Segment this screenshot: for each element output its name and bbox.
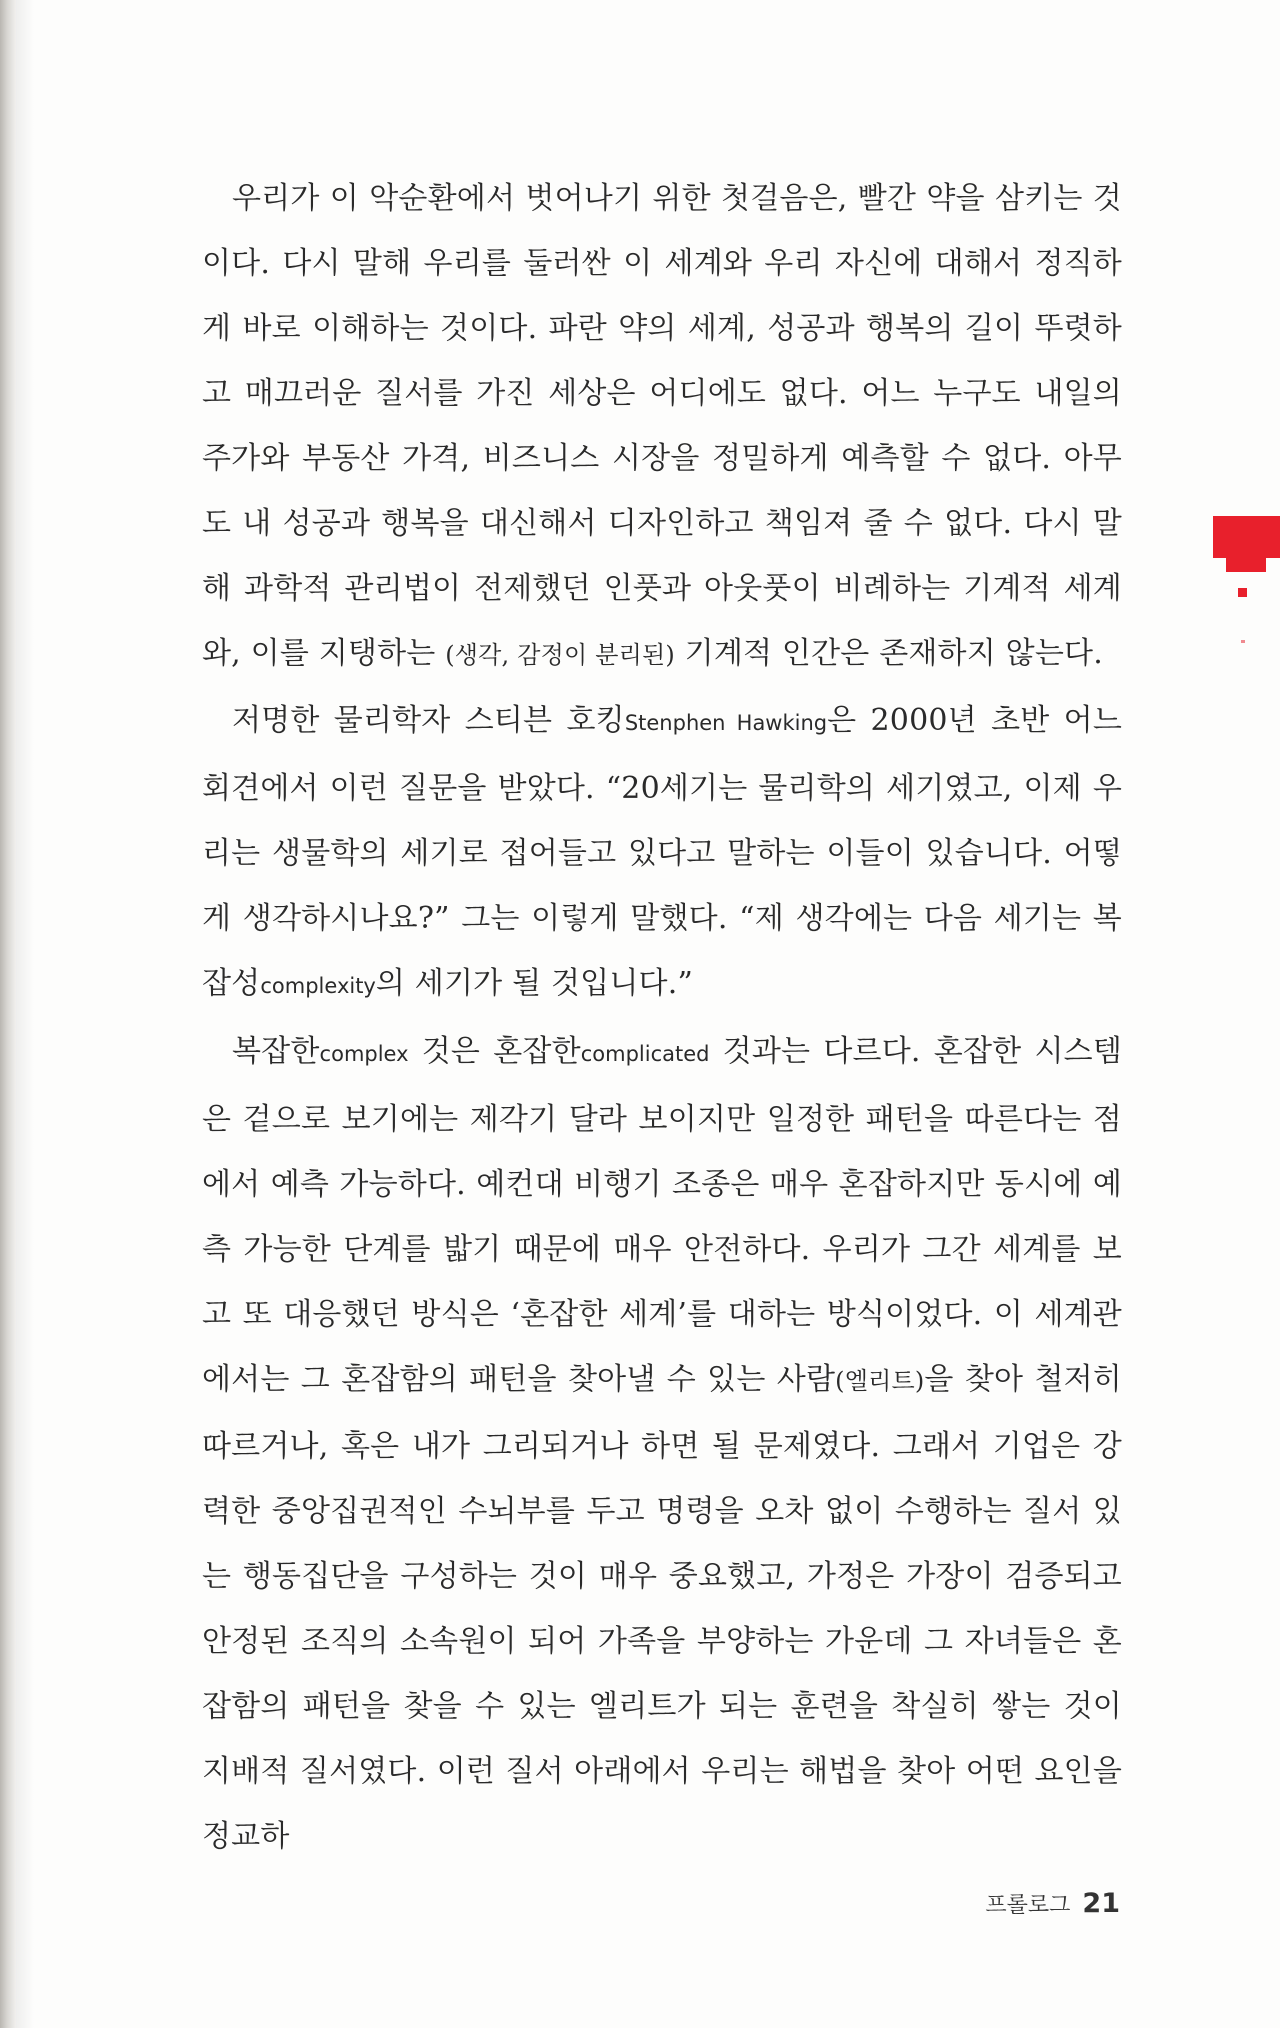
paragraph-1-text-b: 기계적 인간은 존재하지 않는다. (674, 636, 1103, 671)
paragraph-2 (202, 688, 1122, 1019)
paragraph-3-text-d: 을 찾아 철저히 따르거나, 혹은 내가 그리되거나 하면 될 문제였다. 그래서 기업은 강력한 중앙집권적인 수뇌부를 두고 명령을 오차 없이 수행하는 질서 있는 행동집단을 구성하는 것이 매우 중요했고, 가정은 가장이 검증되고 안정된 조직의 소속원이 되어 가족을 부양하는 가운데 그 자녀들은 혼잡함의 패턴을 찾을 수 있는 엘리트가 되는 훈련을 착실히 쌓는 것이 지배적 질서였다. 이런 질서 아래에서 우리는 해법을 찾아 어떤 요인을 정교하 (202, 1362, 1122, 1854)
paragraph-3-text-b: 것은 혼잡한 (408, 1034, 581, 1069)
body-text (202, 166, 1122, 1869)
paragraph-1 (202, 166, 1122, 688)
section-label: 프롤로그 (985, 1893, 1071, 1918)
chapter-tab-marker (1213, 516, 1280, 558)
paragraph-2-text-a: 저명한 물리학자 스티븐 호킹 (232, 703, 625, 738)
paragraph-3-text-a: 복잡한 (232, 1034, 320, 1069)
paragraph-2-text-c: 의 세기가 될 것입니다.” (375, 966, 693, 1001)
paragraph-3-text-c: 것과는 다르다. 혼잡한 시스템은 겉으로 보기에는 제각기 달라 보이지만 일정한 패턴을 따른다는 점에서 예측 가능하다. 예컨대 비행기 조종은 매우 혼잡하지만 동시에 예측 가능한 단계를 밟기 때문에 매우 안전하다. 우리가 그간 세계를 보고 또 대응했던 방식은 ‘혼잡한 세계’를 대하는 방식이었다. 이 세계관에서는 그 혼잡함의 패턴을 찾아낼 수 있는 사람 (202, 1034, 1122, 1397)
paragraph-3-parenthetical: (엘리트) (835, 1367, 925, 1395)
english-gloss-hawking: Stenphen Hawking (624, 711, 828, 735)
chapter-tab-speck (1241, 640, 1245, 643)
paragraph-1-text-a: 우리가 이 악순환에서 벗어나기 위한 첫걸음은, 빨간 약을 삼키는 것이다. 다시 말해 우리를 둘러싼 이 세계와 우리 자신에 대해서 정직하게 바로 이해하는 것이다. 파란 약의 세계, 성공과 행복의 길이 뚜렷하고 매끄러운 질서를 가진 세상은 어디에도 없다. 어느 누구도 내일의 주가와 부동산 가격, 비즈니스 시장을 정밀하게 예측할 수 없다. 아무도 내 성공과 행복을 대신해서 디자인하고 책임져 줄 수 없다. 다시 말해 과학적 관리법이 전제했던 인풋과 아웃풋이 비례하는 기계적 세계와, 이를 지탱하는 (202, 181, 1122, 671)
paragraph-2-text-b: 은 2000년 초반 어느 회견에서 이런 질문을 받았다. “20세기는 물리학의 세기였고, 이제 우리는 생물학의 세기로 접어들고 있다고 말하는 이들이 있습니다. 어떻게 생각하시나요?” 그는 이렇게 말했다. “제 생각에는 다음 세기는 복잡성 (202, 703, 1123, 1001)
english-gloss-complicated: complicated (580, 1042, 710, 1066)
page-number: 21 (1082, 1888, 1120, 1919)
spine-shadow (16, 0, 34, 2028)
english-gloss-complex: complex (319, 1042, 409, 1066)
page-footer (958, 1888, 1120, 1919)
chapter-tab-notch (1226, 558, 1266, 572)
paragraph-3 (202, 1019, 1122, 1869)
book-spine-edge (0, 0, 16, 2028)
chapter-tab-dot (1238, 588, 1247, 597)
paragraph-1-parenthetical: (생각, 감정이 분리된) (445, 641, 675, 669)
english-gloss-complexity: complexity (260, 974, 376, 998)
